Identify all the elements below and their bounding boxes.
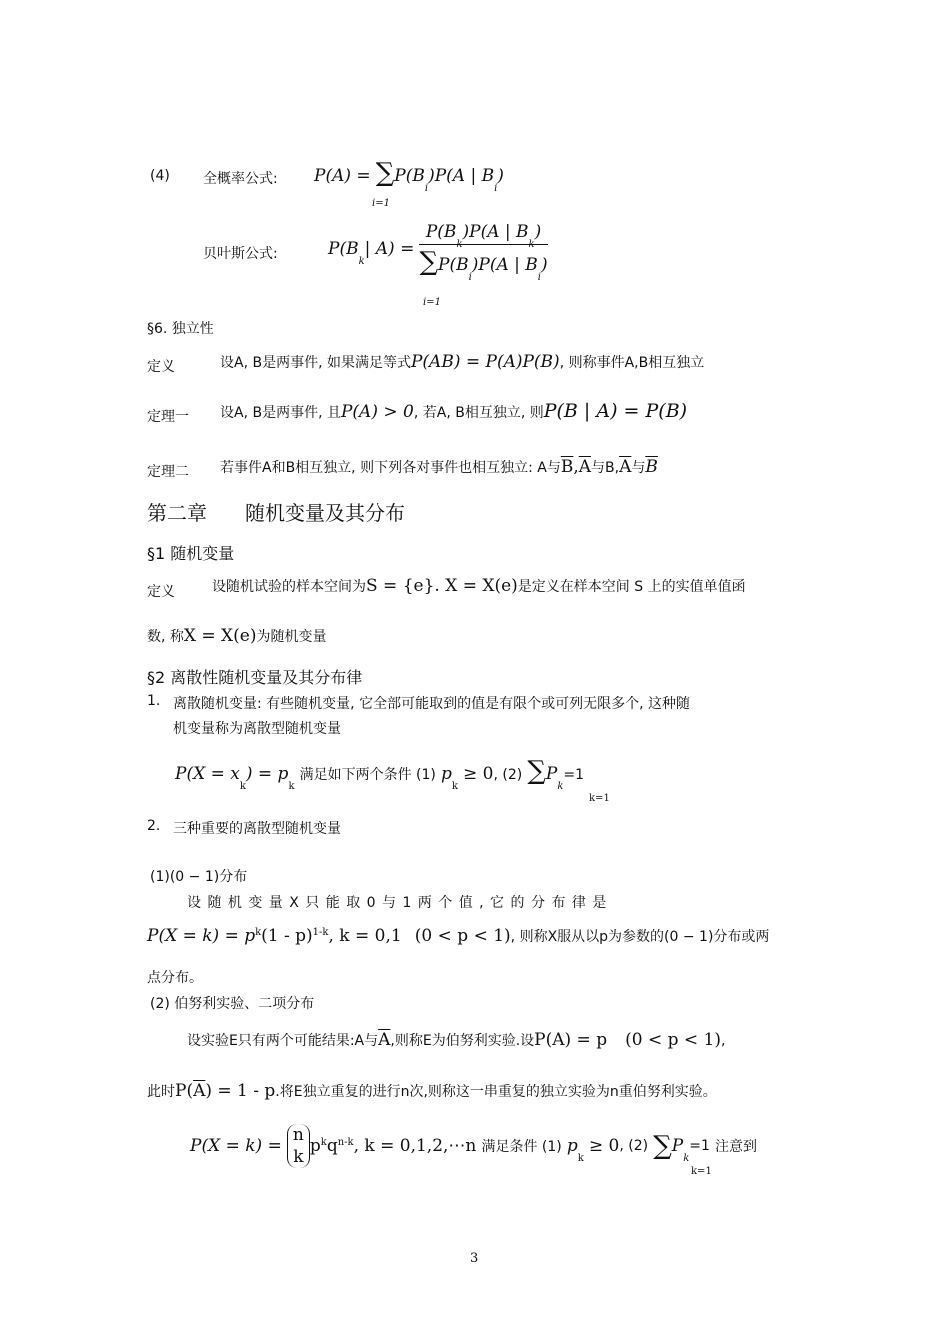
bayes-formula: $P(B_k|$ A) = $\frac{P(B_k)P(A | B_k)}{\sum P(B_i)P(A | B_i)}$	[328, 222, 548, 283]
binom-heading: (2) 伯努利实验、二项分布	[150, 996, 315, 1012]
binom-line1: 设实验E只有两个可能结果:A与$\overline{A}$,则称E为伯努利实验.设P(A) = p (0 < p < 1),	[187, 1030, 726, 1050]
sec2-item2-text: 三种重要的离散型随机变量	[173, 821, 341, 837]
total-prob-formula: $P(A) = \sum P(B_i)P(A$ | $B_i$)	[314, 158, 504, 194]
page-number: 3	[470, 1251, 479, 1266]
sec1-def-line2: 数, 称X = X(e)为随机变量	[147, 626, 327, 646]
discrete-pmf-lower-limit: k=1	[589, 793, 610, 804]
chapter-title: 第二章	[147, 501, 207, 525]
sec1-def-line1: 设随机试验的样本空间为S = {e}. X = X(e)是定义在样本空间 S 上的实值单值函	[212, 576, 746, 596]
sec1-def-label: 定义	[147, 584, 175, 600]
item-4-number: (4)	[150, 168, 170, 184]
binomial-formula: P(X = k) = n k $p^kq^{n-k}$, k = 0,1,2,⋯n 满足条件 (1) $p_k \ge 0$, (2) $\sum P_k=1$ 注意到	[190, 1125, 757, 1167]
sec2-item1-line1: 离散随机变量: 有些随机变量, 它全部可能取到的值是有限个或可列无限多个, 这种随	[173, 696, 690, 712]
bern01-line1: 设 随 机 变 量 X 只 能 取 0 与 1 两 个 值 , 它 的 分 布 律 是	[187, 895, 608, 911]
sec6-thm1-text: 设A, B是两事件, 且P(A) > 0, 若A, B相互独立, 则P(B | A) = P(B)	[220, 400, 688, 422]
bern01-line3: 点分布。	[147, 970, 203, 986]
total-prob-label: 全概率公式:	[203, 171, 278, 187]
sec6-def-text: 设A, B是两事件, 如果满足等式P(AB) = P(A)P(B), 则称事件A,B相互独立	[220, 352, 705, 372]
bayes-lower-limit: i=1	[423, 297, 441, 308]
sec6-def-label: 定义	[147, 359, 175, 375]
sec2-item2-number: 2.	[147, 818, 161, 834]
sec2-item1-number: 1.	[147, 693, 161, 709]
discrete-pmf-formula: $P(X = x_k) = p_k$ 满足如下两个条件 (1) $p_k \ge 0$, (2) $\sum P_k=1$	[175, 756, 585, 792]
binomial-lower-limit: k=1	[691, 1166, 712, 1177]
sec1-heading: §1 随机变量	[147, 544, 235, 563]
bern01-formula: $P(X = k) = p^k(1 - p)^{1-k}$, k = 0,1 (0 < p < 1), 则称X服从以p为参数的(0 − 1)分布或两	[147, 926, 770, 946]
bern01-heading: (1)(0 − 1)分布	[150, 869, 248, 885]
total-prob-lower-limit: i=1	[372, 198, 390, 209]
binomial-coefficient: n k	[287, 1124, 310, 1168]
sec2-item1-line2: 机变量称为离散型随机变量	[173, 721, 341, 737]
sec6-thm2-text: 若事件A和B相互独立, 则下列各对事件也相互独立: A与$\overline{B},\overline{A}$与$B,\overline{A}$与$\overline{B}$	[220, 457, 658, 477]
sec6-thm2-label: 定理二	[147, 464, 189, 480]
bayes-label: 贝叶斯公式:	[203, 246, 278, 262]
sec6-heading: §6. 独立性	[147, 321, 214, 337]
sec6-thm1-label: 定理一	[147, 409, 189, 425]
chapter-subtitle: 随机变量及其分布	[245, 501, 405, 525]
binom-line2: 此时$P(\overline{A}) = 1 - p$.将E独立重复的进行n次,则称这一串重复的独立实验为n重伯努利实验。	[147, 1081, 717, 1101]
sec2-heading: §2 离散性随机变量及其分布律	[147, 668, 363, 687]
